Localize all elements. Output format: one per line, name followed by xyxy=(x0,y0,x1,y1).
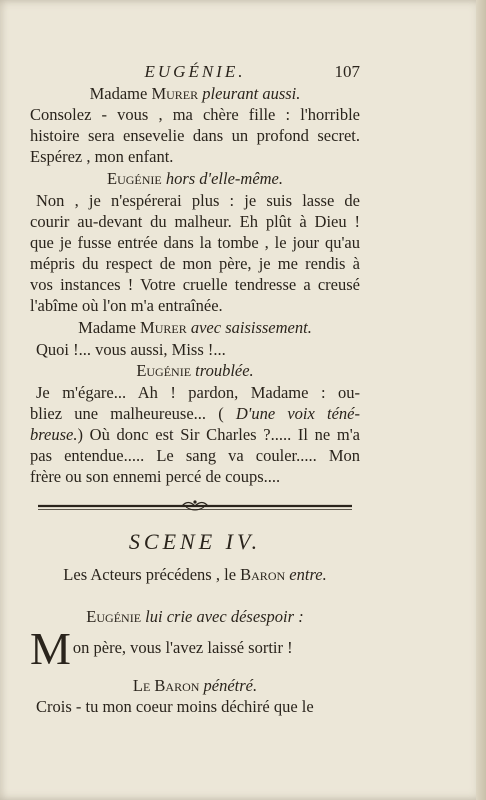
page-number: 107 xyxy=(334,62,360,81)
drop-cap: M xyxy=(30,623,71,674)
text-line: pas entendue..... Le sang va couler..... Mon xyxy=(30,446,360,465)
speaker-heading: Madame Murer avec saisissement. xyxy=(78,318,312,337)
text-line: Espérez , mon enfant. xyxy=(30,147,174,166)
text-line: Crois - tu mon coeur moins déchiré que le xyxy=(36,697,314,716)
running-head: EUGÉNIE. xyxy=(144,62,246,81)
text-line: mépris du respect de mon père, je me rendis à xyxy=(30,254,360,273)
text-line: vos instances ! Votre cruelle tendresse a creusé xyxy=(30,275,360,294)
speaker-heading: Eugénie hors d'elle-même. xyxy=(106,169,284,188)
page-edge xyxy=(476,0,486,800)
speaker-heading: Le Baron pénétré. xyxy=(132,676,258,695)
speaker-heading: Eugénie troublée. xyxy=(136,361,254,380)
text-line: courir au-devant du malheur. Eh plût à Dieu ! xyxy=(30,212,360,231)
text-line: Je m'égare... Ah ! pardon, Madame : ou- xyxy=(36,383,360,402)
text-line: bliez une malheureuse... ( D'une voix téné- xyxy=(30,404,360,423)
speech-with-dropcap: M on père, vous l'avez laissé sortir ! xyxy=(30,623,293,674)
text-line: Quoi !... vous aussi, Miss !... xyxy=(36,340,226,359)
text-line: l'abîme où l'on m'a entraînée. xyxy=(30,296,223,315)
text-line: breuse.) Où donc est Sir Charles ?..... Il ne m'a xyxy=(30,425,360,444)
speaker-heading: Madame Murer pleurant aussi. xyxy=(89,84,301,103)
text-line: frère ou son ennemi percé de coups.... xyxy=(30,467,281,486)
text-line: que je fusse entrée dans la tombe , le jour qu'au xyxy=(30,233,360,252)
scene-title: SCENE IV. xyxy=(128,529,262,554)
stage-direction: Les Acteurs précédens , le Baron entre. xyxy=(63,565,327,584)
text-line: histoire sera ensevelie dans un profond secret. xyxy=(30,126,360,145)
ornamental-rule xyxy=(36,498,354,514)
speaker-heading: Eugénie lui crie avec désespoir : xyxy=(86,607,304,626)
text-line: Non , je n'espérerai plus : je suis lasse de xyxy=(36,191,360,210)
running-head-line xyxy=(30,62,360,82)
text-line: Consolez - vous , ma chère fille : l'horrible xyxy=(30,105,360,124)
